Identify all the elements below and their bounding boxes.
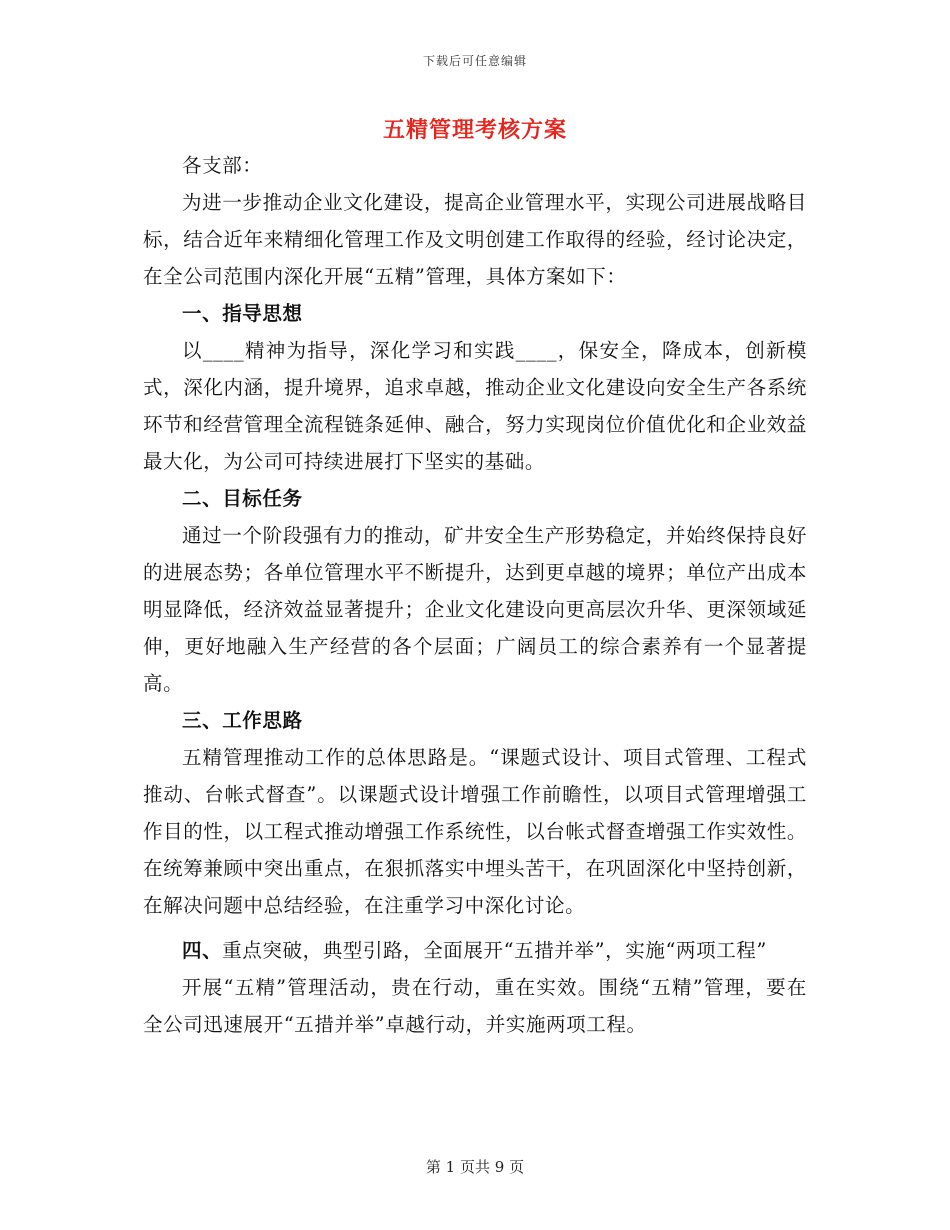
salutation: 各支部：: [182, 154, 263, 177]
section-heading-number: 四、: [182, 939, 223, 962]
document-title: 五精管理考核方案: [382, 117, 567, 143]
section-heading-work-approach: 三、工作思路: [182, 709, 303, 732]
section-heading-guiding-ideology: 一、指导思想: [182, 302, 303, 325]
section-body-goals: 通过一个阶段强有力的推动，矿井安全生产形势稳定，并始终保持良好的进展态势；各单位管理水平不断提升，达到更卓越的境界；单位产出成本明显降低，经济效益显著提升；企业文化建设向更高层次升华、更深领域延伸，更好地融入生产经营的各个层面；广阔员工的综合素养有一个显著提高。: [143, 524, 807, 695]
page-header-note: 下载后可任意编辑: [422, 54, 527, 68]
document-body: [143, 147, 807, 1043]
section-heading-text: 重点突破，典型引路，全面展开“五措并举”，实施“两项工程”: [222, 939, 767, 962]
section-body-key-breakthrough: 开展“五精”管理活动，贵在行动，重在实效。围绕“五精”管理，要在全公司迅速展开“五措并举”卓越行动，并实施两项工程。: [143, 976, 807, 1036]
section-heading-goals: 二、目标任务: [182, 487, 303, 510]
intro-paragraph: 为进一步推动企业文化建设，提高企业管理水平，实现公司进展战略目标，结合近年来精细化管理工作及文明创建工作取得的经验，经讨论决定，在全公司范围内深化开展“五精”管理，具体方案如下：: [143, 191, 807, 288]
section-heading-key-breakthrough: [143, 932, 807, 969]
section-body-guiding-ideology: 以____精神为指导，深化学习和实践____，保安全，降成本，创新模式，深化内涵，提升境界，追求卓越，推动企业文化建设向安全生产各系统环节和经营管理全流程链条延伸、融合，努力实现岗位价值优化和企业效益最大化，为公司可持续进展打下坚实的基础。: [143, 339, 807, 473]
section-body-work-approach: 五精管理推动工作的总体思路是。“课题式设计、项目式管理、工程式推动、台帐式督查”。以课题式设计增强工作前瞻性，以项目式管理增强工作目的性，以工程式推动增强工作系统性，以台帐式督查增强工作实效性。在统筹兼顾中突出重点，在狠抓落实中埋头苦干，在巩固深化中坚持创新，在解决问题中总结经验，在注重学习中深化讨论。: [143, 746, 807, 917]
page-number: 第 1 页共 9 页: [425, 1158, 525, 1176]
